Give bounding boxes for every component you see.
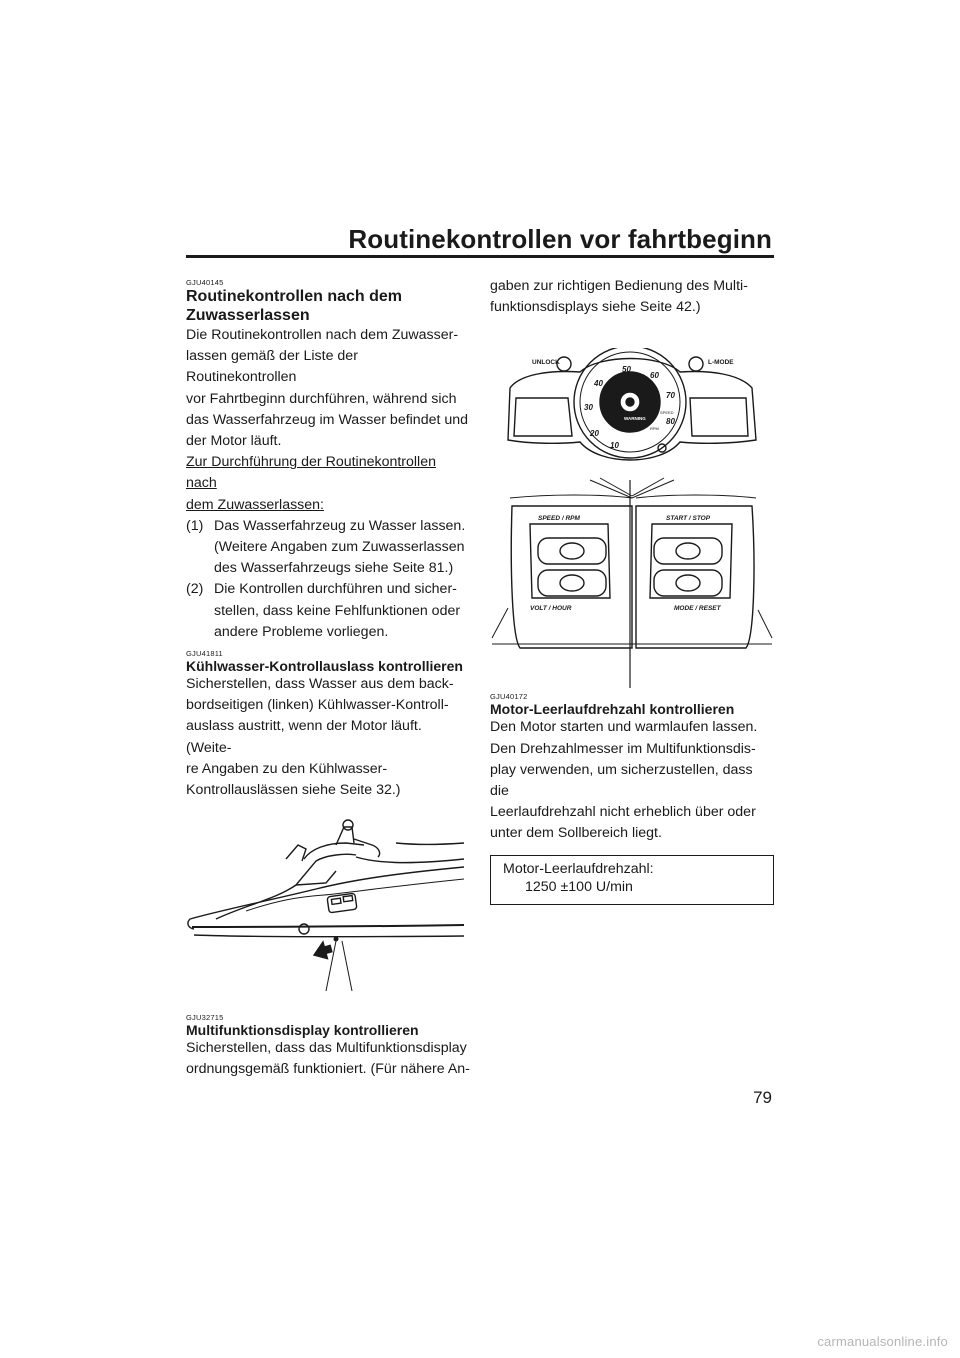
- gauge-70: 70: [666, 391, 675, 401]
- text-line: Den Drehzahlmesser im Multifunktionsdis-: [490, 740, 756, 757]
- text-line: funktionsdisplays siehe Seite 42.): [490, 299, 701, 316]
- mode-reset-label: MODE / RESET: [674, 605, 721, 613]
- rpm-label: RPM: [650, 426, 659, 432]
- gauge-40: 40: [594, 379, 603, 389]
- text-line: vor Fahrtbeginn durchführen, während sich: [186, 390, 457, 407]
- page-number: 79: [753, 1088, 772, 1107]
- step-text-line: andere Probleme vorliegen.: [214, 623, 389, 640]
- text-line: play verwenden, um sicherzustellen, dass die: [490, 761, 753, 800]
- procedure-step-1: [186, 516, 470, 580]
- text-line: unter dem Sollbereich liegt.: [490, 825, 662, 842]
- step-text-line: Die Kontrollen durchführen und sicher-: [214, 581, 457, 598]
- section-heading: Motor-Leerlaufdrehzahl kontrollieren: [490, 701, 735, 718]
- text-line: Den Motor starten und warmlaufen lassen.: [490, 719, 758, 736]
- section-code: GJU40145: [186, 278, 224, 287]
- text-line: der Motor läuft.: [186, 433, 282, 450]
- step-text-line: des Wasserfahrzeugs siehe Seite 81.): [214, 560, 454, 577]
- text-line: Sicherstellen, dass das Multifunktionsdisplay: [186, 1040, 467, 1057]
- step-text-line: (Weitere Angaben zum Zuwasserlassen: [214, 539, 465, 556]
- gauge-80: 80: [666, 417, 675, 427]
- section-heading: Kühlwasser-Kontrollauslass kontrollieren: [186, 658, 463, 675]
- section-heading-line: Routinekontrollen nach dem: [186, 288, 403, 305]
- left-column: [186, 276, 470, 1081]
- idle-speed-spec-box: [490, 855, 774, 905]
- step-number: (1): [186, 517, 204, 534]
- watermark: carmanualsonline.info: [817, 1334, 948, 1349]
- start-stop-label: START / STOP: [666, 515, 711, 523]
- text-line: Leerlaufdrehzahl nicht erheblich über oder: [490, 804, 756, 821]
- text-line: Die Routinekontrollen nach dem Zuwasser-: [186, 327, 459, 343]
- section-heading-line: Zuwasserlassen: [186, 307, 310, 324]
- section-code: GJU40172: [490, 692, 528, 702]
- page-header-title: Routinekontrollen vor fahrtbeginn: [348, 224, 772, 254]
- step-number: (2): [186, 581, 204, 598]
- warning-label: WARNING: [624, 416, 646, 422]
- section-code: GJU32715: [186, 1013, 224, 1023]
- section-heading: Multifunktionsdisplay kontrollieren: [186, 1022, 419, 1039]
- procedure-step-2: [186, 579, 470, 643]
- gauge-50: 50: [622, 365, 631, 375]
- text-line: Kontrollauslässen siehe Seite 32.): [186, 782, 401, 799]
- unlock-label: UNLOCK: [532, 359, 560, 367]
- text-line: lassen gemäß der Liste der Routinekontrollen: [186, 348, 358, 386]
- spec-value: 1250 ±100 U/min: [525, 878, 633, 895]
- speed-label: SPEED: [660, 410, 674, 416]
- gauge-20: 20: [590, 429, 599, 439]
- procedure-intro-line: dem Zuwasserlassen:: [186, 496, 324, 513]
- text-line: auslass austritt, wenn der Motor läuft. (Weite-: [186, 718, 422, 756]
- text-line: gaben zur richtigen Bedienung des Multi-: [490, 278, 748, 294]
- watercraft-illustration: [186, 815, 466, 995]
- gauge-30: 30: [584, 403, 593, 413]
- text-line: das Wasserfahrzeug im Wasser befindet und: [186, 411, 469, 428]
- step-text-line: stellen, dass keine Fehlfunktionen oder: [214, 602, 461, 619]
- text-line: Sicherstellen, dass Wasser aus dem back-: [186, 676, 454, 693]
- text-line: bordseitigen (linken) Kühlwasser-Kontroll-: [186, 697, 449, 714]
- gauge-10: 10: [610, 441, 619, 451]
- gauge-60: 60: [650, 371, 659, 381]
- procedure-intro-line: Zur Durchführung der Routinekontrollen nach: [186, 454, 436, 492]
- step-text-line: Das Wasserfahrzeug zu Wasser lassen.: [214, 517, 466, 534]
- text-line: ordnungsgemäß funktioniert. (Für nähere An-: [186, 1061, 470, 1078]
- volt-hour-label: VOLT / HOUR: [530, 605, 572, 613]
- lmode-label: L-MODE: [708, 359, 734, 367]
- header-rule: [186, 255, 774, 258]
- multifunction-display-illustration: [490, 348, 774, 688]
- right-column: [490, 276, 774, 905]
- section-code: GJU41811: [186, 649, 223, 659]
- text-line: re Angaben zu den Kühlwasser-: [186, 760, 388, 777]
- speed-rpm-label: SPEED / RPM: [538, 515, 580, 523]
- spec-label: Motor-Leerlaufdrehzahl:: [503, 860, 654, 877]
